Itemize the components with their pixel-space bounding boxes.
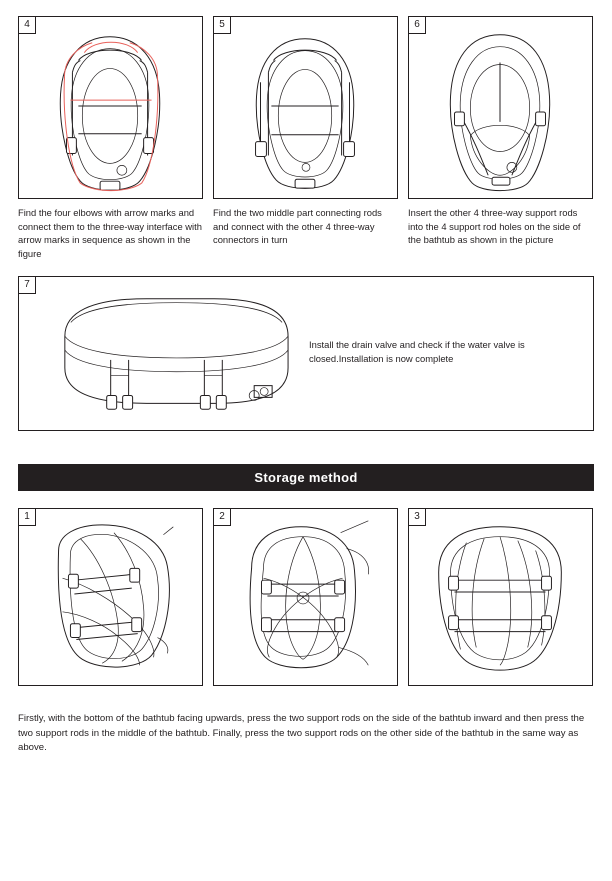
bathtub-folding-step-3-icon <box>409 509 592 685</box>
step-illustration-5 <box>213 16 398 199</box>
storage-step-number-1: 1 <box>19 509 36 526</box>
section-header-storage-method: Storage method <box>18 464 594 491</box>
storage-step-block-1 <box>18 508 203 686</box>
step-caption-7: Install the drain valve and check if the water valve is closed.Installation is now complete <box>309 339 525 364</box>
step-block-5 <box>213 16 398 260</box>
bathtub-frame-side-rods-icon <box>409 17 592 198</box>
step-block-4 <box>18 16 203 260</box>
storage-step-number-3: 3 <box>409 509 426 526</box>
bathtub-frame-elbows-highlight-icon <box>19 17 202 198</box>
bathtub-folding-step-1-icon <box>19 509 202 685</box>
bathtub-frame-middle-rods-icon <box>214 17 397 198</box>
storage-description: Firstly, with the bottom of the bathtub facing upwards, press the two support rods on the side of the bathtub inward and then press the two support rods in the middle of the bathtub. Finally, press the two support rods on the other side of the bathtub in the same way as above. <box>18 713 585 753</box>
step-caption-4: Find the four elbows with arrow marks and connect them to the three-way interface with arrow marks in sequence as shown in the figure <box>18 207 202 259</box>
storage-illustration-3 <box>408 508 593 686</box>
step-number-6: 6 <box>409 17 426 34</box>
storage-steps-row <box>18 508 594 686</box>
storage-illustration-1 <box>18 508 203 686</box>
step-illustration-4 <box>18 16 203 199</box>
bathtub-folding-step-2-icon <box>214 509 397 685</box>
step-number-7: 7 <box>19 277 36 294</box>
step-caption-6: Insert the other 4 three-way support rods into the 4 support rod holes on the side of the bathtub as shown in the picture <box>408 207 581 246</box>
step-number-4: 4 <box>19 17 36 34</box>
storage-step-number-2: 2 <box>214 509 231 526</box>
step-illustration-7 <box>18 276 594 431</box>
steps-row-top <box>18 16 594 260</box>
storage-step-block-2 <box>213 508 398 686</box>
step-caption-5: Find the two middle part connecting rods and connect with the other 4 three-way connectors in turn <box>213 207 382 246</box>
storage-illustration-2 <box>213 508 398 686</box>
step-illustration-6 <box>408 16 593 199</box>
step-number-5: 5 <box>214 17 231 34</box>
step-block-6 <box>408 16 593 260</box>
storage-step-block-3 <box>408 508 593 686</box>
